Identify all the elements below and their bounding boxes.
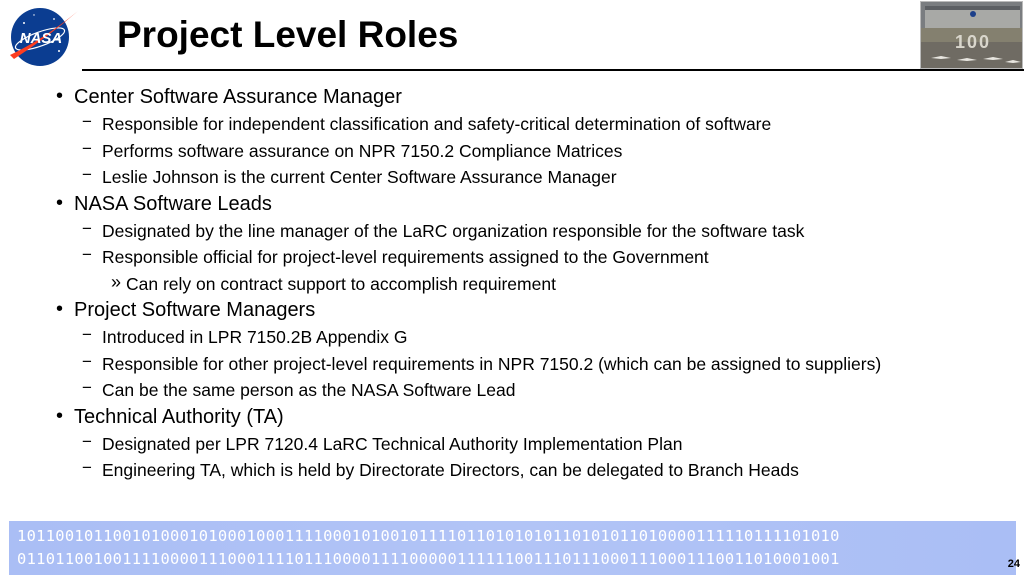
photo-caption: 100 (954, 32, 992, 52)
binary-line: 10110010110010100010100010001111000101001011110110101010110101011010000111110111101010 (17, 527, 840, 545)
page-number: 24 (1007, 558, 1020, 570)
sub-bullet-text: Responsible for independent classification and safety-critical determination of software (102, 114, 772, 134)
bullet-text: NASA Software Leads (74, 192, 272, 215)
sub-bullet-text: Responsible for other project-level requirements in NPR 7150.2 (which can be assigned to suppliers) (102, 353, 882, 374)
nasa-meatball-icon (4, 3, 80, 67)
sub-bullet-text: Introduced in LPR 7150.2B Appendix G (102, 326, 408, 347)
bullet-item (56, 84, 1016, 111)
sub-bullet-item (56, 138, 1016, 165)
sub-bullet-text: Performs software assurance on NPR 7150.2 Compliance Matrices (102, 140, 623, 161)
nasa-logo-text: NASA (19, 30, 63, 47)
nasa-logo (4, 3, 80, 67)
sub-bullet-item (56, 164, 1016, 191)
dash-marker: − (82, 112, 92, 131)
sub-bullet-text: Can be the same person as the NASA Software Lead (102, 380, 516, 401)
bullet-text: Center Software Assurance Manager (74, 86, 402, 108)
dash-marker: − (82, 431, 92, 451)
dash-marker: − (82, 458, 92, 478)
chevron-marker: » (111, 271, 122, 292)
bullet-marker: • (56, 191, 64, 214)
dash-marker: − (82, 138, 92, 158)
bullet-item (56, 191, 1016, 218)
sub-bullet-text: Designated per LPR 7120.4 LaRC Technical Authority Implementation Plan (102, 433, 683, 454)
bullet-marker: • (56, 85, 64, 107)
sub-bullet-item (56, 324, 1016, 351)
sub-bullet-item (56, 111, 1016, 138)
sub-bullet-text: Responsible official for project-level requirements assigned to the Government (102, 247, 709, 268)
sub-bullet-item (56, 457, 1016, 484)
sub-bullet-item (56, 244, 1016, 271)
sub-bullet-text: Engineering TA, which is held by Directorate Directors, can be delegated to Branch Heads (102, 460, 799, 481)
sub-bullet-item (56, 377, 1016, 404)
slide-title: Project Level Roles (117, 14, 459, 55)
langley-hangar-photo-icon (921, 2, 1023, 69)
sub-bullet-item (56, 431, 1016, 458)
bullet-item (56, 404, 1016, 431)
dash-marker: − (82, 245, 92, 265)
bullet-text: Project Software Managers (74, 298, 316, 321)
sub-bullet-text: Leslie Johnson is the current Center Software Assurance Manager (102, 167, 617, 188)
dash-marker: − (82, 165, 92, 185)
bullet-text: Technical Authority (TA) (74, 405, 284, 428)
slide-content (56, 84, 1016, 484)
dash-marker: − (82, 351, 92, 371)
title-underline (82, 69, 1024, 71)
dash-marker: − (82, 218, 92, 238)
dash-marker: − (82, 378, 92, 398)
sub-bullet-item (56, 218, 1016, 245)
binary-line: 01101100100111100001110001111011100001111000001111110011101110001110001110011010001001 (17, 550, 840, 568)
bullet-marker: • (56, 404, 64, 427)
sub-sub-bullet-item (56, 271, 1016, 297)
bullet-item (56, 297, 1016, 324)
binary-footer-band (9, 521, 1016, 575)
sub-bullet-item (56, 351, 1016, 378)
bullet-marker: • (56, 297, 64, 320)
header-photo (920, 1, 1023, 69)
dash-marker: − (82, 324, 92, 344)
sub-bullet-text: Designated by the line manager of the LaRC organization responsible for the software task (102, 220, 805, 241)
sub-sub-bullet-text: Can rely on contract support to accomplish requirement (126, 273, 556, 294)
